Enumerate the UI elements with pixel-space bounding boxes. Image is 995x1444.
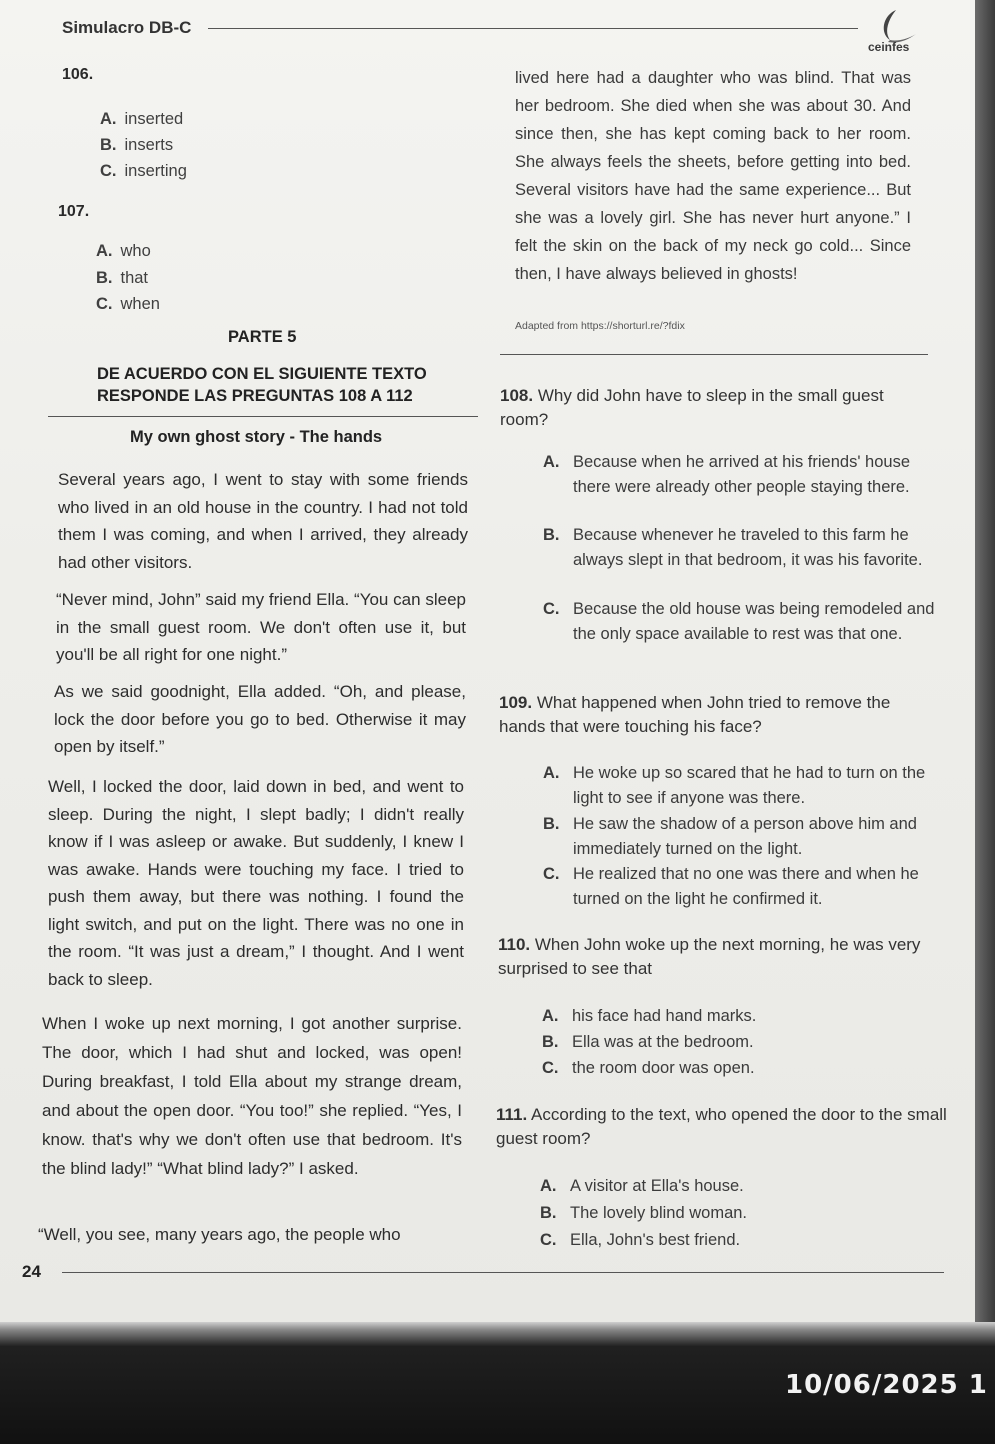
exam-title: Simulacro DB-C [62,18,192,37]
q108-option-b: B. Because whenever he traveled to this farm he always slept in that bedroom, it was his favorite. [543,526,923,569]
story-paragraph-6: “Well, you see, many years ago, the people who [38,1225,401,1244]
photo-date-stamp: 10/06/2025 1 [785,1370,988,1400]
q111-option-a: A. A visitor at Ella's house. [540,1177,744,1195]
q109-option-c: C. He realized that no one was there and when he turned on the light he confirmed it. [543,865,919,908]
q109-option-b: B. He saw the shadow of a person above him and immediately turned on the light. [543,815,917,858]
part-instruction-line1: DE ACUERDO CON EL SIGUIENTE TEXTO [97,365,427,383]
q106-option-a: A. inserted [100,110,184,128]
q111-option-c: C. Ella, John's best friend. [540,1231,741,1249]
story-paragraph-2: “Never mind, John” said my friend Ella. “You can sleep in the small guest room. We don't often use it, but you'll be all right for one night.” [56,590,466,664]
footer-rule [62,1272,944,1273]
question-106-number: 106. [62,66,94,83]
question-108: 108. Why did John have to sleep in the small guest room? [500,386,884,429]
question-111: 111. According to the text, who opened the door to the small guest room? [496,1105,947,1148]
page-number: 24 [22,1262,41,1281]
story-continuation: lived here had a daughter who was blind. That was her bedroom. She died when she was about 30. And since then, she has kept coming back to her room. She always feels the sheets, before getting into bed. Several visitors have had the same experience... But she was a lovely girl. She has never hurt anyone.” I felt the skin on the back of my neck go cold... Since then, I have always believed in ghosts! [515,69,911,283]
logo-text: ceinfes [868,40,910,54]
question-109: 109. What happened when John tried to remove the hands that were touching his face? [499,693,891,736]
part-title: PARTE 5 [228,328,297,346]
part-instruction-line2: RESPONDE LAS PREGUNTAS 108 A 112 [97,387,413,405]
q108-option-c: C. Because the old house was being remodeled and the only space available to rest was that one. [543,600,935,643]
q110-option-a: A. his face had hand marks. [542,1007,757,1025]
q106-option-c: C. inserting [100,162,187,180]
story-paragraph-1: Several years ago, I went to stay with some friends who lived in an old house in the country. I had not told them I was coming, and when I arrived, they already had other visitors. [58,470,468,572]
q109-option-a: A. He woke up so scared that he had to turn on the light to see if anyone was there. [543,764,926,807]
q108-option-a: A. Because when he arrived at his friends' house there were already other people staying there. [543,453,911,496]
header-rule [208,28,858,29]
q107-option-b: B. that [96,269,149,287]
q110-option-b: B. Ella was at the bedroom. [542,1033,754,1051]
section-rule [48,416,478,417]
q106-option-b: B. inserts [100,136,174,154]
question-110: 110. When John woke up the next morning, he was very surprised to see that [498,935,921,978]
source-rule [500,354,928,355]
story-paragraph-4: Well, I locked the door, laid down in bed, and went to sleep. During the night, I slept badly; I didn't really know if I was asleep or awake. But suddenly, I knew I was awake. Hands were touching my face. I tried to push them away, but there was nothing. I found the light switch, and put on the light. There was no one in the room. “It was just a dream,” I thought. And I went back to sleep. [48,777,464,989]
story-paragraph-5: When I woke up next morning, I got another surprise. The door, which I had shut and locked, was open! During breakfast, I told Ella about my strange dream, and about the open door. “You too!” she replied. “Yes, I know. that's why we don't often use that bedroom. It's the blind lady!” “What blind lady?” I asked. [42,1014,462,1178]
question-107-number: 107. [58,203,90,220]
q110-option-c: C. the room door was open. [542,1059,755,1077]
story-paragraph-3: As we said goodnight, Ella added. “Oh, and please, lock the door before you go to bed. Otherwise it may open by itself.” [54,682,466,756]
story-title: My own ghost story - The hands [130,428,383,446]
q107-option-c: C. when [96,295,160,313]
q107-option-a: A. who [96,242,151,260]
q111-option-b: B. The lovely blind woman. [540,1204,748,1222]
page-edge-shadow [975,0,995,1444]
story-source: Adapted from https://shorturl.re/?fdix [515,320,685,332]
